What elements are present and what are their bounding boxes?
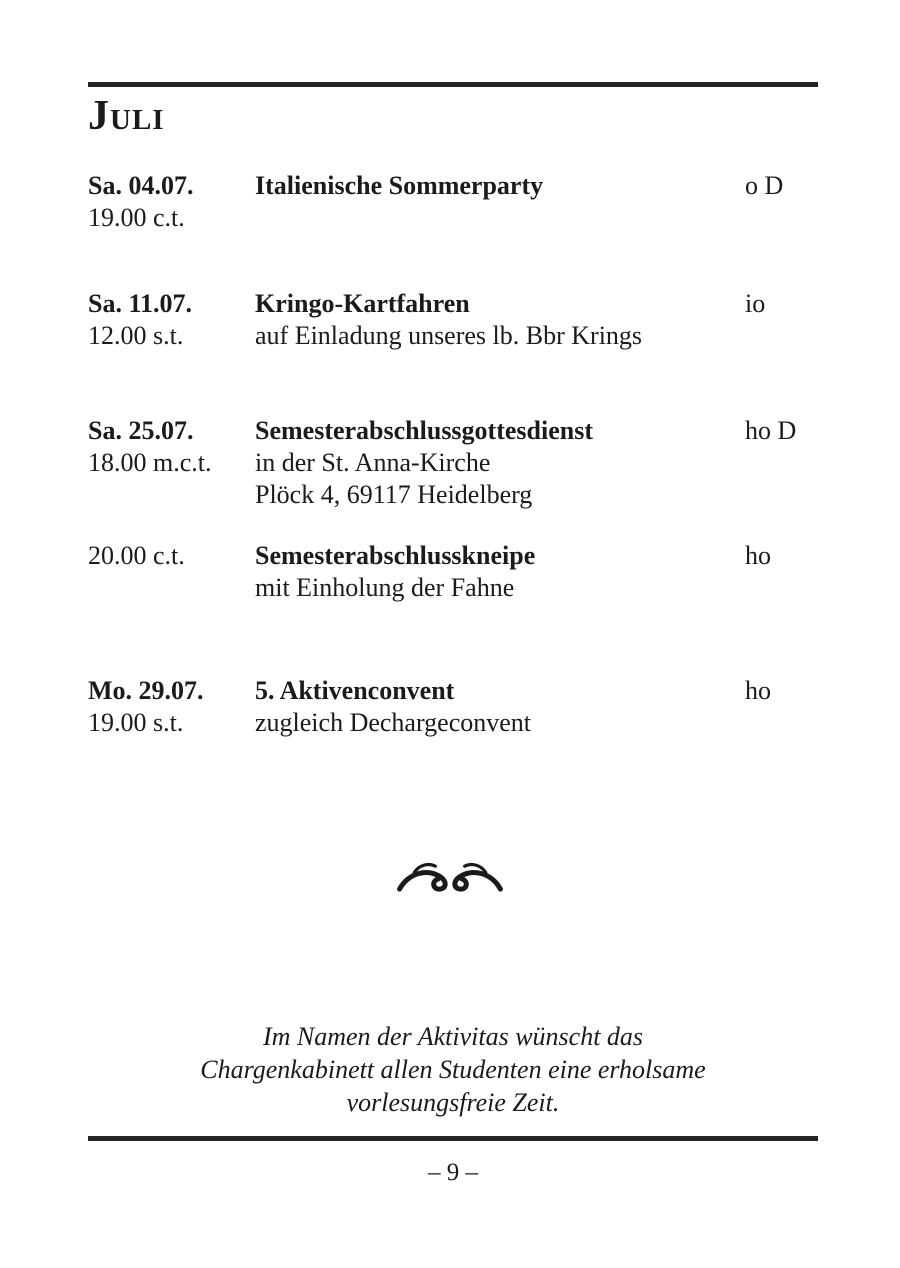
top-rule (88, 82, 818, 87)
event-description (255, 288, 745, 352)
event-datetime (88, 288, 255, 352)
event-time: 20.00 c.t. (88, 541, 185, 570)
event-entry (88, 675, 818, 739)
event-title: Kringo-Kartfahren (255, 289, 470, 318)
event-description (255, 540, 745, 604)
closing-note (88, 1020, 818, 1119)
event-title: Semesterabschlussgottesdienst (255, 416, 593, 445)
flourish-divider-icon (395, 860, 505, 898)
event-date: Sa. 11.07. (88, 289, 193, 318)
event-date: Sa. 04.07. (88, 171, 194, 200)
event-description (255, 170, 745, 234)
event-code: ho D (745, 416, 797, 445)
event-code: o D (745, 171, 784, 200)
event-datetime (88, 540, 255, 604)
event-entry (88, 540, 818, 604)
event-detail: mit Einholung der Fahne (255, 573, 515, 602)
month-heading: Juli (88, 93, 165, 139)
event-date: Sa. 25.07. (88, 416, 194, 445)
event-time: 18.00 m.c.t. (88, 448, 212, 477)
closing-note-line: vorlesungsfreie Zeit. (346, 1088, 560, 1117)
event-entry (88, 170, 818, 234)
closing-note-line: Chargenkabinett allen Studenten eine erholsame (200, 1055, 706, 1084)
event-code: io (745, 289, 766, 318)
event-title: Semesterabschlusskneipe (255, 541, 536, 570)
event-date: Mo. 29.07. (88, 676, 204, 705)
event-detail: zugleich Dechargeconvent (255, 708, 531, 737)
footer-rule (88, 1136, 818, 1141)
event-datetime (88, 170, 255, 234)
event-time: 12.00 s.t. (88, 321, 184, 350)
event-title: 5. Aktivenconvent (255, 676, 455, 705)
event-datetime (88, 415, 255, 511)
closing-note-line: Im Namen der Aktivitas wünscht das (262, 1022, 644, 1051)
event-detail: auf Einladung unseres lb. Bbr Krings (255, 321, 643, 350)
event-title: Italienische Sommerparty (255, 171, 544, 200)
page-number: – 9 – (428, 1159, 478, 1186)
event-description (255, 415, 745, 511)
event-entry (88, 415, 818, 511)
event-entry (88, 288, 818, 352)
event-description (255, 675, 745, 739)
event-time: 19.00 s.t. (88, 708, 184, 737)
event-detail: Plöck 4, 69117 Heidelberg (255, 480, 533, 509)
event-time: 19.00 c.t. (88, 203, 185, 232)
event-detail: in der St. Anna-Kirche (255, 448, 491, 477)
event-code: ho (745, 676, 771, 705)
event-datetime (88, 675, 255, 739)
event-code: ho (745, 541, 771, 570)
